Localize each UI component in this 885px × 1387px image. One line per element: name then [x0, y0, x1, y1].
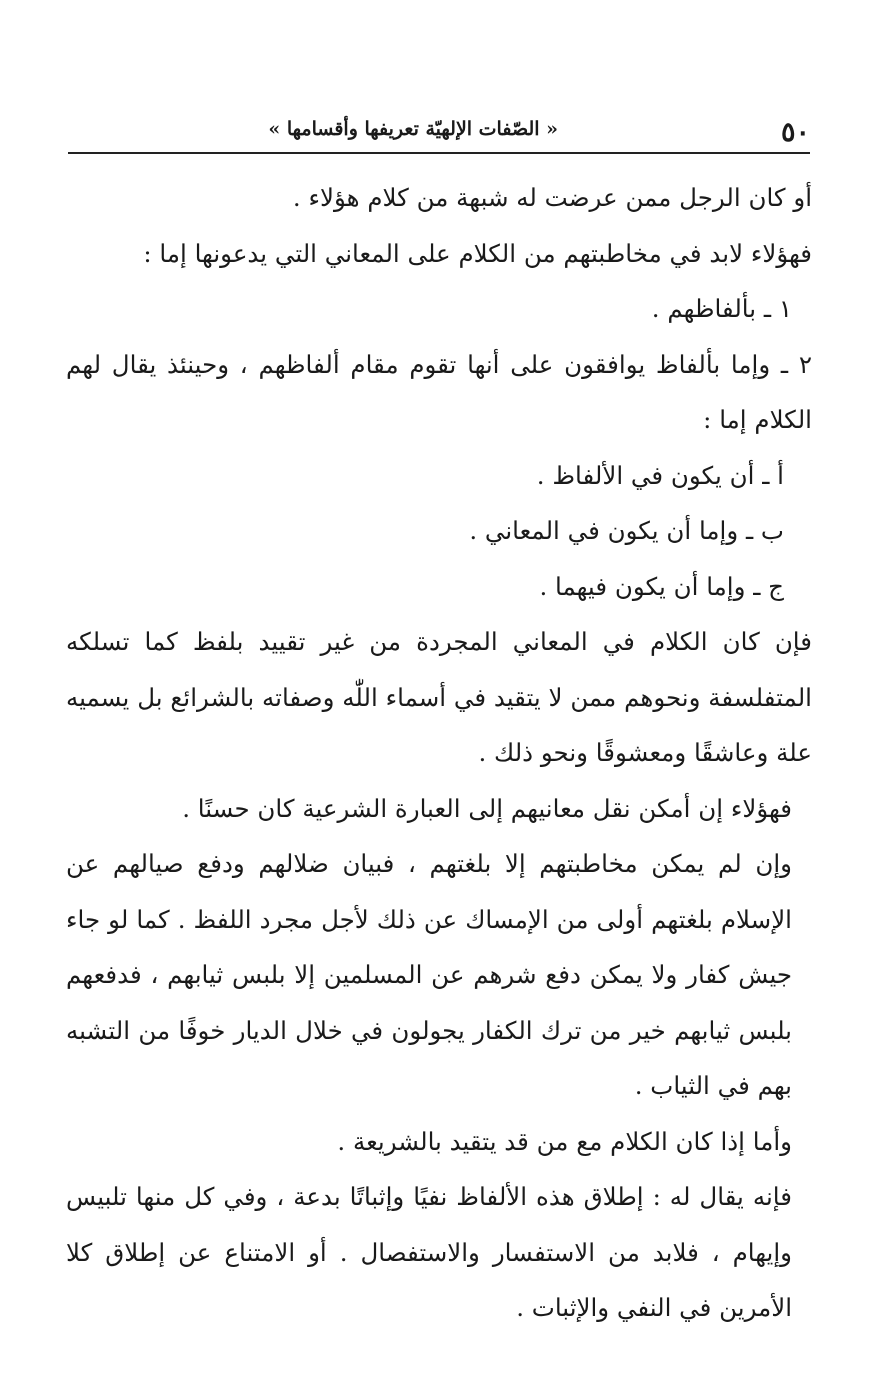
page-body [66, 170, 812, 1336]
paragraph: وإن لم يمكن مخاطبتهم إلا بلغتهم ، فبيان ضلالهم ودفع صيالهم عن الإسلام بلغتهم أولى من الإمساك عن ذلك لأجل مجرد اللفظ . كما لو جاء جيش كفار ولا يمكن دفع شرهم عن المسلمين إلا بلبس ثيابهم ، فدفعهم بلبس ثيابهم خير من ترك الكفار يجولون في خلال الديار خوفًا من التشبه بهم في الثياب . [66, 849, 792, 1100]
page-number: ٥٠ [780, 117, 810, 148]
running-title: « الصّفات الإلهيّة تعريفها وأقسامها » [268, 118, 558, 140]
header-divider [68, 152, 810, 154]
list-item: ٢ ـ وإما بألفاظ يوافقون على أنها تقوم مقام ألفاظهم ، وحينئذ يقال لهم الكلام إما : [66, 349, 812, 434]
paragraph: أو كان الرجل ممن عرضت له شبهة من كلام هؤلاء . [292, 183, 812, 212]
list-item: ب ـ وإما أن يكون في المعاني . [469, 516, 784, 545]
paragraph: فإن كان الكلام في المعاني المجردة من غير تقييد بلفظ كما تسلكه المتفلسفة ونحوهم ممن لا يتقيد في أسماء اللّٰه وصفاته بالشرائع بل يسميه علة وعاشقًا ومعشوقًا ونحو ذلك . [66, 627, 812, 767]
paragraph: فهؤلاء إن أمكن نقل معانيهم إلى العبارة الشرعية كان حسنًا . [182, 793, 792, 823]
list-item: ج ـ وإما أن يكون فيهما . [539, 571, 784, 601]
list-item: ١ ـ بألفاظهم . [651, 294, 792, 323]
paragraph: فهؤلاء لابد في مخاطبتهم من الكلام على المعاني التي يدعونها إما : [143, 238, 812, 268]
paragraph: فإنه يقال له : إطلاق هذه الألفاظ نفيًا وإثباتًا بدعة ، وفي كل منها تلبيس وإيهام ، فلابد من الاستفسار والاستفصال . أو الامتناع عن إطلاق كلا الأمرين في النفي والإثبات . [66, 1182, 792, 1322]
paragraph: وأما إذا كان الكلام مع من قد يتقيد بالشريعة . [337, 1126, 792, 1156]
page-header [68, 108, 810, 152]
list-item: أ ـ أن يكون في الألفاظ . [536, 460, 784, 490]
